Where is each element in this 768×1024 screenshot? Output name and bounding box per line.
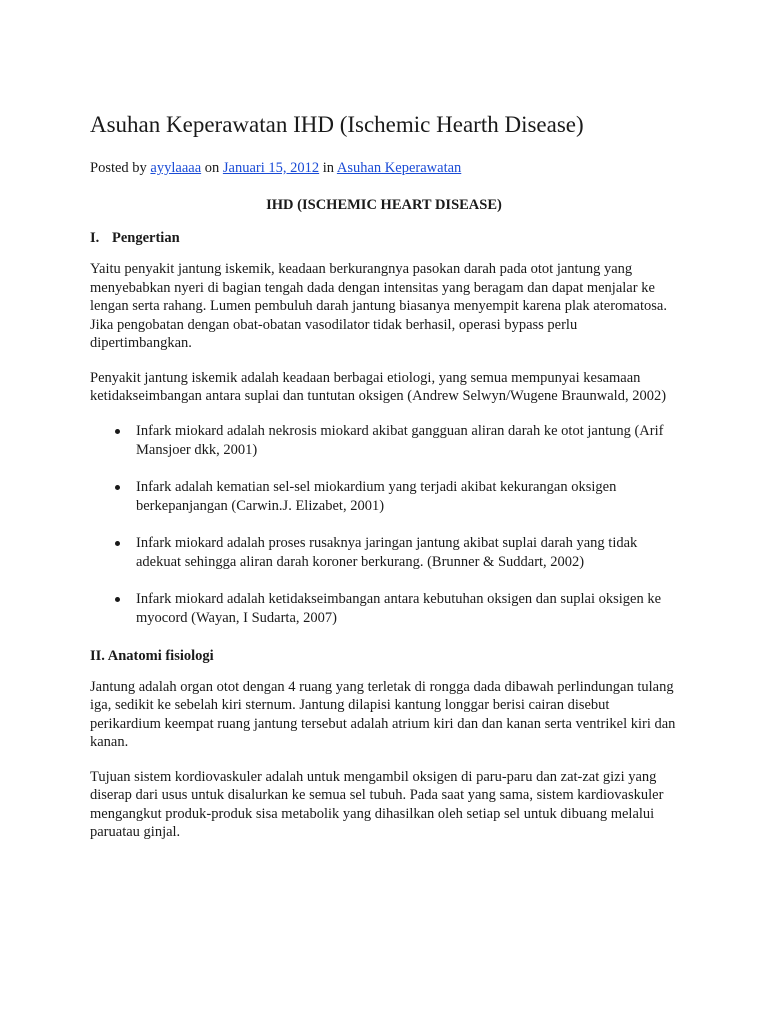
bullet-icon (115, 541, 120, 546)
section-title: Pengertian (112, 230, 180, 246)
paragraph: Jantung adalah organ otot dengan 4 ruang yang terletak di rongga dada dibawah perlindungan tulang iga, sedikit ke sebelah kiri sternum. Jantung dilapisi kantung longgar berisi cairan disebut perikardium keempat ruang jantung tersebut adalah atrium kiri dan dan kanan serta ventrikel kiri dan kanan. (90, 678, 676, 750)
section-number: II. (90, 647, 105, 664)
bullet-icon (115, 485, 120, 490)
main-heading: IHD (ISCHEMIC HEART DISEASE) (266, 197, 502, 213)
list-item (90, 422, 678, 460)
list-item-text: Infark adalah kematian sel-sel miokardium yang terjadi akibat kekurangan oksigen berkepanjangan (Carwin.J. Elizabet, 2001) (136, 478, 617, 514)
list-item-text: Infark miokard adalah nekrosis miokard akibat gangguan aliran darah ke otot jantung (Arif Mansjoer dkk, 2001) (136, 422, 664, 458)
author-link[interactable]: ayylaaaa (150, 160, 202, 176)
bullet-icon (115, 597, 120, 602)
definition-list (90, 422, 678, 628)
paragraph: Yaitu penyakit jantung iskemik, keadaan berkurangnya pasokan darah pada otot jantung yang menyebabkan nyeri di bagian tengah dada dengan intensitas yang beragam dan dapat menjalar ke lengan serta rahang. Lumen pembuluh darah jantung biasanya menyempit karena plak ateromatosa. Jika pengobatan dengan obat-obatan vasodilator tidak berhasil, operasi bypass perlu dipertimbangkan. (90, 261, 667, 351)
paragraph: Penyakit jantung iskemik adalah keadaan berbagai etiologi, yang semua mempunyai kesamaan ketidakseimbangan antara suplai dan tuntutan oksigen (Andrew Selwyn/Wugene Braunwald, 2002) (90, 369, 667, 404)
category-link[interactable]: Asuhan Keperawatan (336, 160, 462, 176)
section-heading-pengertian (90, 228, 678, 248)
post-meta (90, 158, 678, 178)
date-link[interactable]: Januari 15, 2012 (222, 160, 320, 176)
posted-by-label: Posted by (90, 160, 147, 176)
list-item (90, 534, 678, 572)
page-title: Asuhan Keperawatan IHD (Ischemic Hearth Disease) (90, 112, 584, 137)
list-item (90, 590, 678, 628)
list-item-text: Infark miokard adalah proses rusaknya jaringan jantung akibat suplai darah yang tidak adekuat sehingga aliran darah koroner berkurang. (Brunner & Suddart, 2002) (136, 534, 638, 570)
list-item-text: Infark miokard adalah ketidakseimbangan antara kebutuhan oksigen dan suplai oksigen ke myocord (Wayan, I Sudarta, 2007) (136, 590, 662, 626)
on-label: on (204, 160, 220, 176)
in-label: in (322, 160, 335, 176)
bullet-icon (115, 429, 120, 434)
list-item (90, 478, 678, 516)
section-title: Anatomi fisiologi (107, 647, 214, 664)
section-number: I. (90, 230, 100, 246)
paragraph: Tujuan sistem kordiovaskuler adalah untuk mengambil oksigen di paru-paru dan zat-zat gizi yang diserap dari usus untuk disalurkan ke semua sel tubuh. Pada saat yang sama, sistem kardiovaskuler mengangkut produk-produk sisa metabolik yang dihasilkan oleh setiap sel untuk dibuang melalui paruatau ginjal. (90, 768, 664, 840)
section-heading-anatomi (90, 646, 678, 666)
